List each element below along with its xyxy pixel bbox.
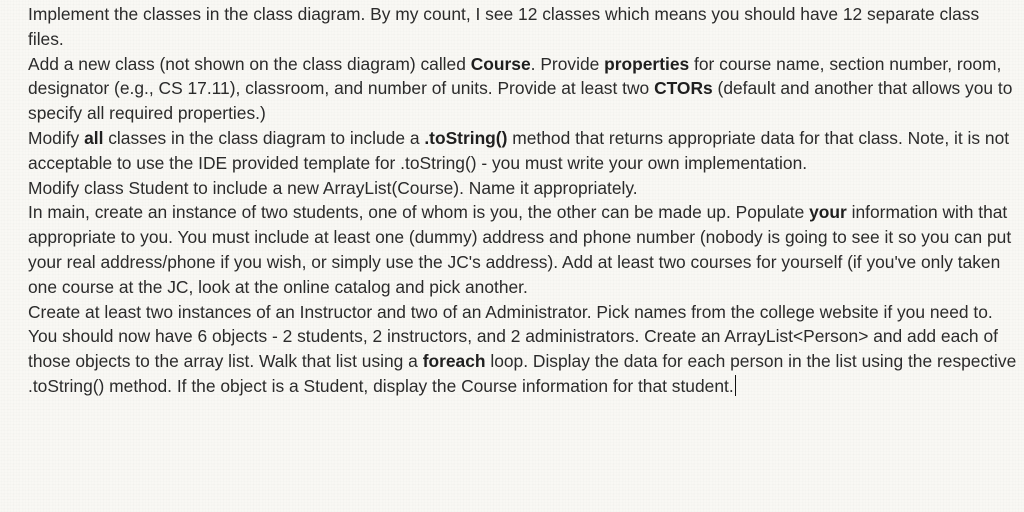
bold-term-all: all [84,127,104,148]
paragraph-text: classes in the class diagram to include a [103,127,425,148]
paragraph-text: Implement the classes in the class diagram. By my count, I see 12 classes which means you should have 12 separate class files. [28,4,980,49]
paragraph-text: You should now have 6 objects - 2 students, 2 instructors, and 2 administrators. Create an ArrayList<Person> and add each of those objects to the array list. Walk that list using a [28,326,998,372]
paragraph-text: Modify class Student to include a new ArrayList(Course). Name it appropriately. [28,177,638,198]
paragraph-text: . Provide [530,53,605,74]
paragraph-main-students [28,200,1018,299]
paragraph-modify-tostring [28,126,1018,176]
paragraph-text: for course name, section number, room, designator (e.g., CS 17.11), classroom, and number of units. Provide at least two [28,53,1002,99]
paragraph-text: method that returns appropriate data for that class. Note, it is not acceptable to use the IDE provided template for .toString() - you must write your own implementation. [28,127,1010,173]
paragraph-modify-student [28,176,1018,201]
paragraph-text: information with that appropriate to you. You must include at least one (dummy) address and phone number (nobody is going to see it so you can put your real address/phone if you wish, or simply use the JC's address). Add at least two courses for yourself (if you've only taken one course at the JC, look at the online catalog and pick another. [28,202,1012,297]
paragraph-instructors-administrators [28,300,1018,325]
paragraph-text: loop. Display the data for each person in the list using the respective .toString() method. If the object is a Student, display the Course information for that student. [28,351,1017,396]
bold-term-properties: properties [604,53,690,74]
paragraph-text: In main, create an instance of two students, one of whom is you, the other can be made up. Populate [28,202,810,223]
paragraph-text: Create at least two instances of an Instructor and two of an Administrator. Pick names from the college website if you need to. [28,301,993,322]
bold-term-course: Course [470,53,531,74]
paragraph-add-course-class [28,52,1018,126]
paragraph-text: Modify [28,127,85,148]
bold-term-foreach: foreach [422,351,486,372]
bold-term-ctors: CTORs [654,78,713,99]
paragraph-text: (default and another that allows you to specify all required properties.) [28,78,1013,124]
document-body[interactable] [28,2,1018,399]
paragraph-text: Add a new class (not shown on the class diagram) called [28,53,471,74]
paragraph-arraylist-person [28,324,1018,398]
bold-term-tostring: .toString() [424,127,508,148]
bold-term-your: your [809,202,847,223]
paragraph-implement-classes [28,2,1018,52]
text-cursor [735,375,736,396]
